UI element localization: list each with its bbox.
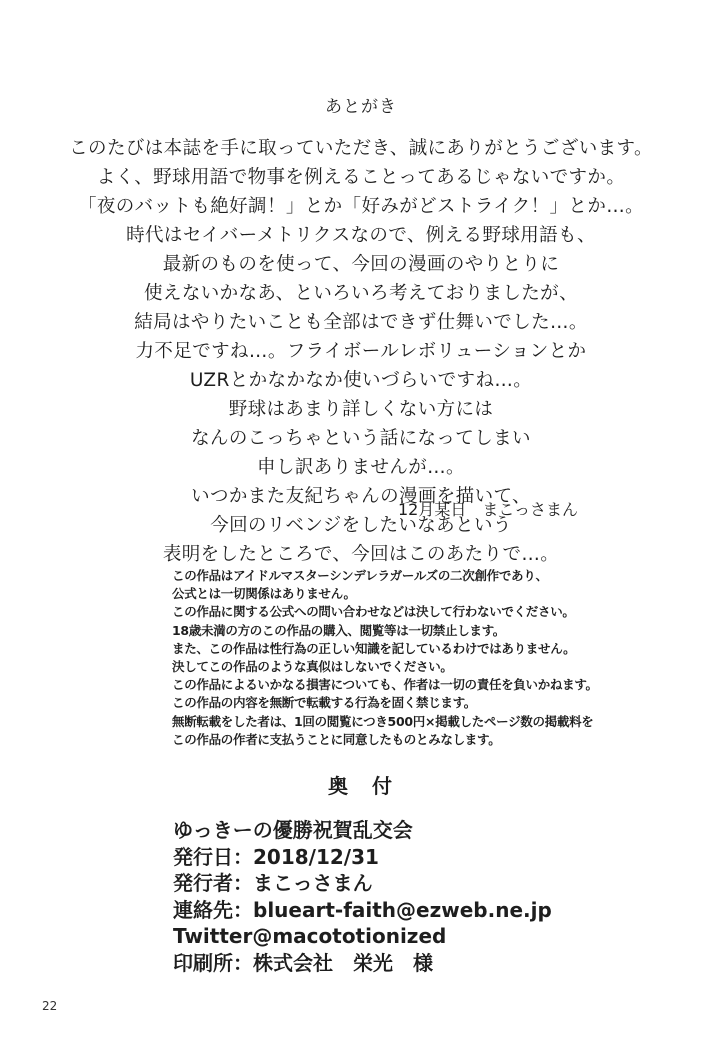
colophon-book-title: ゆっきーの優勝祝賀乱交会 [173, 818, 413, 842]
afterword-line: 野球はあまり詳しくない方には [228, 399, 494, 420]
disclaimer-notice [172, 567, 598, 749]
notice-line: また、この作品は性行為の正しい知識を記しているわけではありません。 [172, 640, 576, 656]
afterword-line: 結局はやりたいことも全部はできず仕舞いでした…。 [134, 312, 588, 333]
afterword-line: 使えないかなあ、といろいろ考えておりましたが、 [144, 283, 578, 304]
notice-line: この作品はアイドルマスターシンデレラガールズの二次創作であり、 [172, 568, 548, 583]
afterword-line: 申し訳ありませんが…。 [257, 457, 465, 478]
afterword-line: このたびは本誌を手に取っていただき、誠にありがとうございます。 [69, 138, 653, 159]
afterword-line: UZRとかなかなか使いづらいですね…。 [189, 370, 533, 391]
page-number: 22 [42, 999, 58, 1013]
notice-line: この作品の内容を無断で転載する行為を固く禁じます。 [172, 695, 477, 711]
afterword-line: なんのこっちゃという話になってしまい [191, 428, 531, 449]
afterword-line: 「夜のバットも絶好調！」とか「好みがどストライク！」とか…。 [77, 196, 645, 217]
notice-line: 決してこの作品のような真似はしないでください。 [172, 659, 453, 675]
afterword-signature: 12月某日 まこっさまん [398, 500, 579, 519]
notice-line: 公式とは一切関係はありません。 [172, 586, 356, 602]
afterword-line: いつかまた友紀ちゃんの漫画を描いて、 [191, 486, 531, 507]
afterword-line: よく、野球用語で物事を例えることってあるじゃないですか。 [96, 167, 626, 188]
colophon [173, 817, 552, 976]
afterword-line: 表明をしたところで、今回はこのあたりで…。 [162, 544, 560, 565]
afterword-title: あとがき [325, 97, 397, 117]
notice-line: 18歳未満の方のこの作品の購入、閲覧等は一切禁止します。 [172, 622, 505, 638]
colophon-title: 奥 付 [328, 774, 394, 798]
afterword-body [0, 134, 722, 569]
afterword-line: 力不足ですね…。フライボールレボリューションとか [135, 341, 587, 362]
afterword-line: 時代はセイバーメトリクスなので、例える野球用語も、 [126, 225, 596, 246]
notice-line: この作品に関する公式への問い合わせなどは決して行わないでください。 [172, 604, 575, 620]
notice-line: 無断転載をした者は、1回の閲覧につき500円×掲載したページ数の掲載料を [172, 713, 594, 729]
notice-line: この作品の作者に支払うことに同意したものとみなします。 [172, 731, 501, 747]
afterword-line: 最新のものを使って、今回の漫画のやりとりに [162, 254, 560, 275]
afterword-line: 今回のリベンジをしたいなあという [210, 515, 512, 536]
notice-line: この作品によるいかなる損害についても、作者は一切の責任を負いかねます。 [172, 677, 598, 693]
colophon-publisher: 発行者：まこっさまん [173, 871, 373, 895]
colophon-publish-date: 発行日：2018/12/31 [173, 844, 379, 869]
colophon-printer: 印刷所：株式会社 栄光 様 [173, 950, 433, 975]
colophon-contact: 連絡先：blueart-faith@ezweb.ne.jp [173, 897, 552, 922]
colophon-twitter: Twitter@macototionized [173, 924, 447, 948]
